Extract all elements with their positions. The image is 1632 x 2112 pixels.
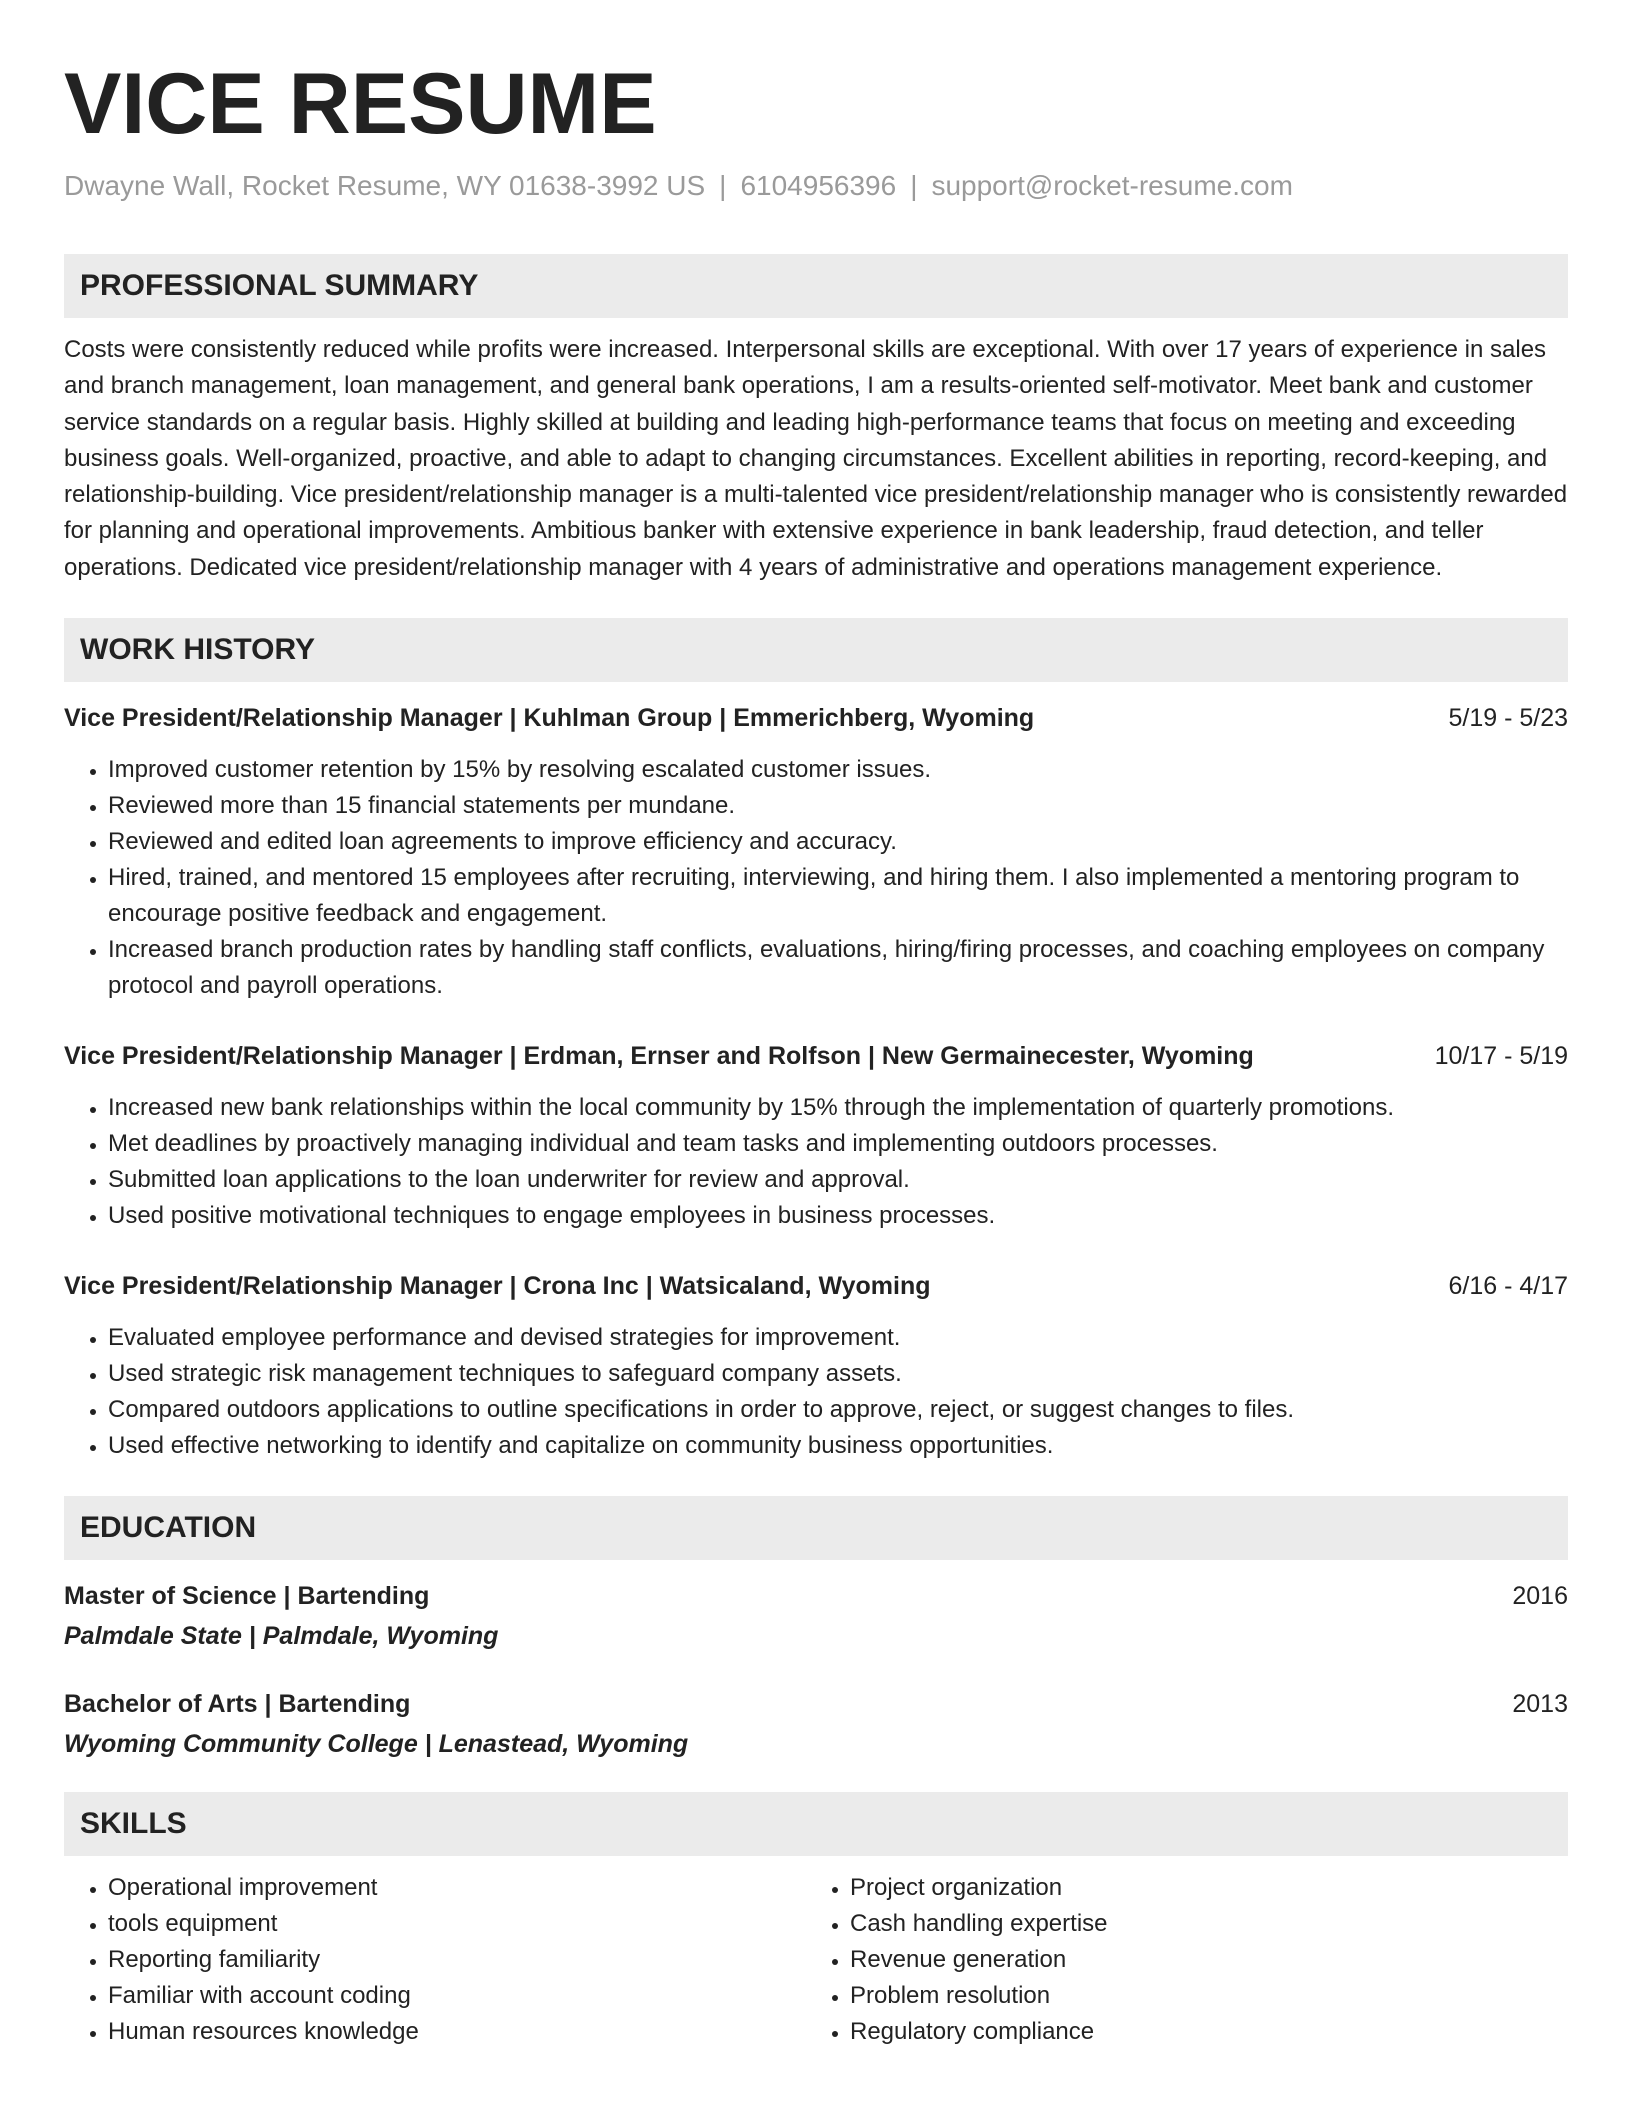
skill-item: • Familiar with account coding	[108, 1978, 806, 2014]
education-school: Wyoming Community College | Lenastead, Wyoming	[64, 1730, 689, 1759]
education-year: 2013	[1512, 1690, 1568, 1719]
skill-item: • Problem resolution	[850, 1978, 1108, 2014]
resume-title: VICE RESUME	[64, 56, 657, 152]
job-entry	[64, 702, 1568, 1004]
job-bullet: • Evaluated employee performance and devised strategies for improvement.	[108, 1320, 1568, 1356]
job-bullets	[64, 1320, 1568, 1464]
education-heading-row	[64, 1688, 1568, 1720]
contact-email[interactable]: support@rocket-resume.com	[931, 170, 1293, 201]
job-bullet: • Used effective networking to identify and capitalize on community business opportunities.	[108, 1428, 1568, 1464]
job-heading-row	[64, 1270, 1568, 1302]
job-dates: 10/17 - 5/19	[1434, 1042, 1568, 1071]
skill-item: • Cash handling expertise	[850, 1906, 1108, 1942]
job-bullet: • Reviewed more than 15 financial statements per mundane.	[108, 788, 1568, 824]
job-heading-row	[64, 702, 1568, 734]
job-title: Vice President/Relationship Manager | Crona Inc | Watsicaland, Wyoming	[64, 1272, 931, 1301]
education-entry	[64, 1688, 1568, 1760]
job-bullets	[64, 752, 1568, 1004]
job-bullet: • Increased new bank relationships within the local community by 15% through the implementation of quarterly promotions.	[108, 1090, 1568, 1126]
job-bullet: • Reviewed and edited loan agreements to improve efficiency and accuracy.	[108, 824, 1568, 860]
education-heading-row	[64, 1580, 1568, 1612]
job-bullet: • Hired, trained, and mentored 15 employees after recruiting, interviewing, and hiring them. I also implemented a mentoring program to encourage positive feedback and engagement.	[108, 860, 1568, 932]
job-title: Vice President/Relationship Manager | Kuhlman Group | Emmerichberg, Wyoming	[64, 704, 1035, 733]
section-header-work-history: WORK HISTORY	[64, 618, 1568, 682]
skill-item: • Revenue generation	[850, 1942, 1108, 1978]
education-degree: Master of Science | Bartending	[64, 1582, 430, 1611]
education-year: 2016	[1512, 1582, 1568, 1611]
section-header-summary: PROFESSIONAL SUMMARY	[64, 254, 1568, 318]
job-bullet: • Compared outdoors applications to outline specifications in order to approve, reject, or suggest changes to files.	[108, 1392, 1568, 1428]
job-bullet: • Used positive motivational techniques to engage employees in business processes.	[108, 1198, 1568, 1234]
education-entry	[64, 1580, 1568, 1652]
section-header-skills: SKILLS	[64, 1792, 1568, 1856]
skill-item: • Reporting familiarity	[108, 1942, 806, 1978]
job-bullet: • Improved customer retention by 15% by resolving escalated customer issues.	[108, 752, 1568, 788]
job-dates: 5/19 - 5/23	[1448, 704, 1568, 733]
job-bullet: • Increased branch production rates by handling staff conflicts, evaluations, hiring/firing processes, and coaching employees on company protocol and payroll operations.	[108, 932, 1568, 1004]
job-bullet: • Submitted loan applications to the loan underwriter for review and approval.	[108, 1162, 1568, 1198]
job-bullet: • Used strategic risk management techniques to safeguard company assets.	[108, 1356, 1568, 1392]
skill-item: • Regulatory compliance	[850, 2014, 1108, 2050]
contact-phone: 6104956396	[740, 170, 897, 201]
job-dates: 6/16 - 4/17	[1448, 1272, 1568, 1301]
contact-separator: |	[719, 170, 727, 201]
education-degree: Bachelor of Arts | Bartending	[64, 1690, 411, 1719]
section-header-education: EDUCATION	[64, 1496, 1568, 1560]
education-school: Palmdale State | Palmdale, Wyoming	[64, 1622, 499, 1651]
skill-item: • Project organization	[850, 1870, 1108, 1906]
job-entry	[64, 1270, 1568, 1464]
contact-separator: |	[910, 170, 918, 201]
job-entry	[64, 1040, 1568, 1234]
skills-list	[64, 1870, 1568, 2050]
skill-item: • tools equipment	[108, 1906, 806, 1942]
skills-column-left	[64, 1870, 806, 2050]
job-heading-row	[64, 1040, 1568, 1072]
contact-line	[64, 168, 1568, 204]
skills-column-right	[806, 1870, 1108, 2050]
contact-address: Dwayne Wall, Rocket Resume, WY 01638-3992 US	[64, 170, 706, 201]
job-title: Vice President/Relationship Manager | Erdman, Ernser and Rolfson | New Germainecester, Wyoming	[64, 1042, 1254, 1071]
skill-item: • Human resources knowledge	[108, 2014, 806, 2050]
summary-text: Costs were consistently reduced while profits were increased. Interpersonal skills are exceptional. With over 17 years of experience in sales and branch management, loan management, and general bank operations, I am a results-oriented self-motivator. Meet bank and customer service standards on a regular basis. Highly skilled at building and leading high-performance teams that focus on meeting and exceeding business goals. Well-organized, proactive, and able to adapt to changing circumstances. Excellent abilities in reporting, record-keeping, and relationship-building. Vice president/relationship manager is a multi-talented vice president/relationship manager who is consistently rewarded for planning and operational improvements. Ambitious banker with extensive experience in bank leadership, fraud detection, and teller operations. Dedicated vice president/relationship manager with 4 years of administrative and operations management experience.	[64, 336, 1568, 581]
job-bullet: • Met deadlines by proactively managing individual and team tasks and implementing outdoors processes.	[108, 1126, 1568, 1162]
job-bullets	[64, 1090, 1568, 1234]
skill-item: • Operational improvement	[108, 1870, 806, 1906]
